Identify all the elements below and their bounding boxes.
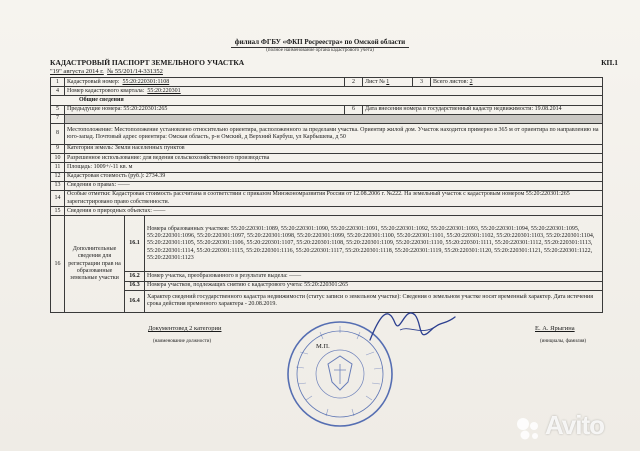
- org-caption: (полное наименование органа кадастрового учета): [266, 48, 374, 53]
- org-name: филиал ФГБУ «ФКП Росреестра» по Омской области: [0, 38, 640, 48]
- formed-parcels: Номера образованных участков: 55:20:220301:1089, 55:20:220301:1090, 55:20:220301:1091, 55:20:220301:1092, 55:20:220301:1093, 55:20:220301:1094, 55:20:220301:1095, 55:20:220301:1096, 55:20:220301:1097, 55:20:220301:1098, 55:20:220301:1099, 55:20:220301:1100, 55:20:220301:1101, 55:20:220301:1102, 55:20:220301:1103, 55:20:220301:1104, 55:20:220301:1105, 55:20:220301:1106, 55:20:220301:1107, 55:20:220301:1108, 55:20:220301:1109, 55:20:220301:1110, 55:20:220301:1111, 55:20:220301:1112, 55:20:220301:1113, 55:20:220301:1114, 55:20:220301:1115, 55:20:220301:1116, 55:20:220301:1117, 55:20:220301:1118, 55:20:220301:1119, 55:20:220301:1120, 55:20:220301:1121, 55:20:220301:1122, 55:20:220301:1123: [145, 216, 603, 272]
- document-number: № 55/201/14-331352: [107, 68, 163, 75]
- table-row: [51, 144, 603, 153]
- watermark-text: Avito: [545, 410, 605, 440]
- location: Местоположение: Местоположение установлено относительно ориентира, расположенного за пределами участка. Ориентир жилой дом. Участок находится примерно в 365 м от ориентира по направлению на юго-запад. Почтовый адрес ориентира: Омская область, р-н Омский, д Верхний Карбуш, ул Карбышева, д 50: [65, 123, 603, 144]
- cadastral-value: Кадастровая стоимость (руб.): 2734.39: [65, 172, 603, 181]
- row-number: 16.4: [125, 290, 145, 312]
- row-number: 11: [51, 163, 65, 172]
- issue-date-line: [50, 68, 163, 75]
- section-general-info: Общие сведения: [51, 96, 603, 105]
- table-row: [51, 181, 603, 190]
- table-row: [51, 216, 603, 272]
- signer-caption: (инициалы, фамилия): [540, 339, 587, 344]
- table-row: [51, 114, 603, 123]
- issue-date: "19" августа 2014 г.: [50, 68, 104, 75]
- row-number: 6: [345, 105, 363, 114]
- row-number: 16.3: [125, 281, 145, 290]
- table-row: [51, 78, 603, 87]
- area: Площадь: 1009+/-11 кв. м: [65, 163, 603, 172]
- table-row: [51, 190, 603, 206]
- empty-row: [65, 114, 603, 123]
- row-number: 10: [51, 154, 65, 163]
- signer-name: Е. А. Ярыгина: [535, 325, 575, 332]
- table-row: [51, 154, 603, 163]
- table-row: [51, 163, 603, 172]
- record-status: Характер сведений государственного кадастра недвижимости (статус записи о земельном участке): Сведения о земельном участке носят временный характер. Дата истечения срока действия временного характера - 20.08.2019.: [145, 290, 603, 312]
- registration-date: Дата внесения номера в государственный кадастр недвижимости: 19.08.2014: [363, 105, 603, 114]
- row-number: 2: [345, 78, 363, 87]
- row-number: 9: [51, 144, 65, 153]
- table-row: [51, 123, 603, 144]
- table-row: [51, 272, 603, 281]
- row-number: 4: [51, 87, 65, 96]
- row-number: 15: [51, 207, 65, 216]
- land-category: Категория земель: Земли населенных пунктов: [65, 144, 603, 153]
- cadastral-table: [50, 77, 603, 313]
- row-number: 16: [51, 216, 65, 312]
- table-row: [51, 87, 603, 96]
- table-row: [51, 96, 603, 105]
- table-row: [51, 290, 603, 312]
- stamp-place-label: М.П.: [316, 343, 330, 350]
- row-number: 7: [51, 114, 65, 123]
- form-code: КП.1: [601, 58, 618, 67]
- quarter-number: Номер кадастрового квартала: 55:20:220301: [65, 87, 603, 96]
- row-number: 16.2: [125, 272, 145, 281]
- rights-info: Сведения о правах: ——: [65, 181, 603, 190]
- row-number: 16.1: [125, 216, 145, 272]
- row-number: 12: [51, 172, 65, 181]
- document-title: КАДАСТРОВЫЙ ПАСПОРТ ЗЕМЕЛЬНОГО УЧАСТКА: [50, 58, 245, 67]
- signature-block: [0, 325, 640, 355]
- permitted-use: Разрешенное использование: для ведения сельскохозяйственного производства: [65, 154, 603, 163]
- table-row: [51, 207, 603, 216]
- row-number: 8: [51, 123, 65, 144]
- signer-position: Документовед 2 категории: [148, 325, 222, 332]
- transformed-parcel: Номер участка, преобразованного в результате выдела: ——: [145, 272, 603, 281]
- cadastral-number-cell: Кадастровый номер: 55:20:220301:1108: [65, 78, 345, 87]
- previous-numbers: Предыдущие номера: 55:20:220301:265: [65, 105, 345, 114]
- sheet-number: Лист № 1: [363, 78, 413, 87]
- avito-watermark: [515, 410, 635, 446]
- table-row: [51, 281, 603, 290]
- row-number: 13: [51, 181, 65, 190]
- special-notes: Особые отметки: Кадастровая стоимость рассчитана в соответствии с приказом Минэкономразвития России от 12.08.2006 г. №222. На земельный участок с кадастровым номером 55:20:220301:265 зарегистрировано право собственности.: [65, 190, 603, 206]
- row-number: 14: [51, 190, 65, 206]
- table-row: [51, 105, 603, 114]
- row-number: 1: [51, 78, 65, 87]
- total-sheets: Всего листов: 2: [431, 78, 603, 87]
- additional-info-label: Дополнительные сведения для регистрации прав на образованные земельные участки: [65, 216, 125, 312]
- cadastral-number: 55:20:220301:1108: [122, 78, 170, 85]
- avito-logo-icon: [515, 416, 541, 442]
- removed-parcels: Номера участков, подлежащих снятию с кадастрового учета: 55:20:220301:265: [145, 281, 603, 290]
- row-number: 5: [51, 105, 65, 114]
- natural-objects: Сведения о природных объектах: ——: [65, 207, 603, 216]
- position-caption: (наименование должности): [153, 339, 212, 344]
- row-number: 3: [413, 78, 431, 87]
- table-row: [51, 172, 603, 181]
